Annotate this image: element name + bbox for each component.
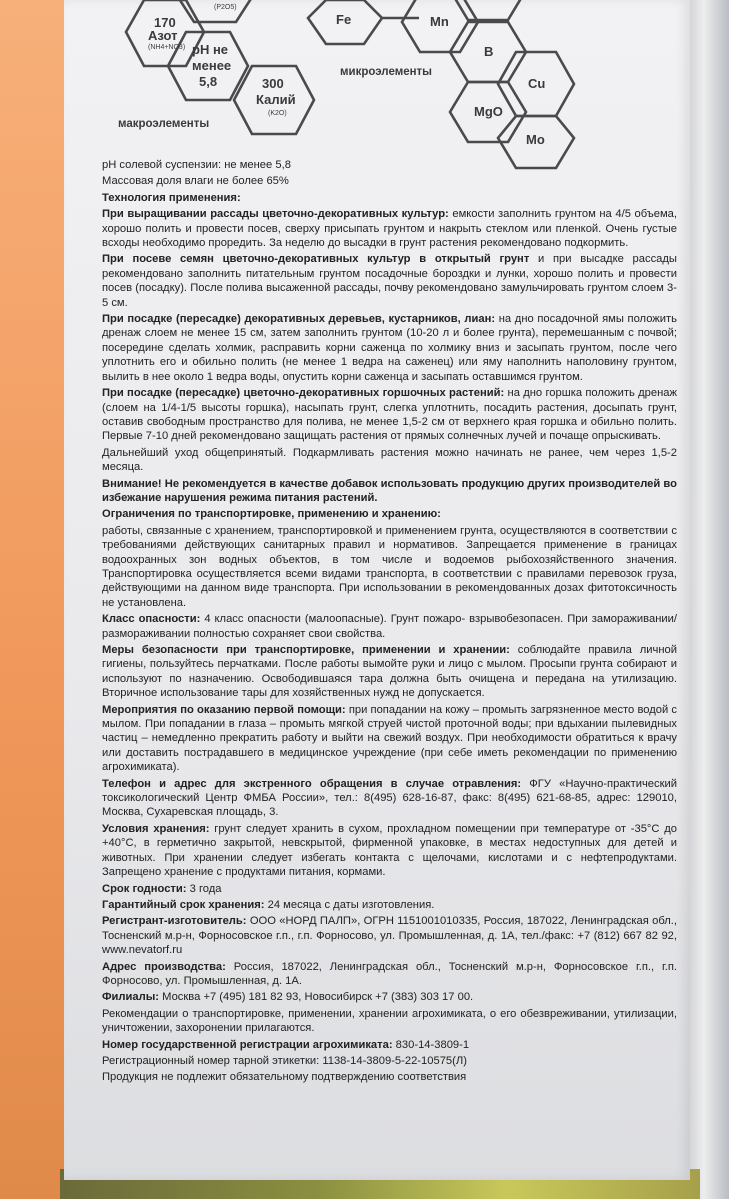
macro-caption: макроэлементы <box>118 118 210 130</box>
paragraph <box>102 191 677 205</box>
b-label: B <box>484 44 494 59</box>
paragraph <box>102 507 677 521</box>
paragraph-heading: Срок годности: <box>102 882 187 895</box>
paragraph-heading: Адрес производства: <box>102 960 226 973</box>
paragraph-text: 830-14-3809-1 <box>392 1038 470 1051</box>
paragraph-text: грунт следует хранить в сухом, прохладном помещении при температуре от -35°С до +40°С, в герметично закрытой, невскрытой, фирменной упаковке, в местах недоступных для детей и животных. При хранении следует избегать контакта с щелочами, кислотами и с нефтепродуктами. Запрещено хранение с продуктами питания, кормами. <box>102 822 677 879</box>
mo-label: Mo <box>526 132 545 147</box>
mn-label: Mn <box>430 14 449 29</box>
paragraph <box>102 703 677 775</box>
paragraph-text: Рекомендации о транспортировке, применении, хранении агрохимиката, о его обезвреживании, утилизации, уничтожении, захоронении прилагаются. <box>102 1007 677 1035</box>
paragraph <box>102 990 677 1004</box>
paragraph-text: 24 месяца с даты изготовления. <box>264 898 435 911</box>
paragraph <box>102 1070 677 1084</box>
paragraph-heading: При посеве семян цветочно-декоративных культур в открытый грунт <box>102 253 530 266</box>
paragraph-text: на дно посадочной ямы положить дренаж слоем не менее 15 см, затем заполнить грунтом (10-20 л и более грунта), перемешанным с почвой; посередине сделать холмик, расправить корни саженца по холмику вниз и засыпать грунтом, после чего уплотнить его и обильно полить (не менее 1 ведра на саженец) или яму наполнить наполовину грунтом, вылить в нее около 1 ведра воды, опустить корни саженца и засыпать оставшимся грунтом. <box>102 313 677 383</box>
paragraph <box>102 174 677 188</box>
paragraph-text: ООО «НОРД ПАЛП», ОГРН 1151001010335, Россия, 187022, Ленинградская обл., Тосненский м.р-н, Форносовское г.п., г.п. Форносово, ул. Промышленная, д. 1А, тел./факс: +7 (812) 667 82 92, www.nevatorf.ru <box>102 915 677 957</box>
paragraph-text: 4 класс опасности (малоопасные). Грунт пожаро- взрывобезопасен. При замораживании/размораживании полностью сохраняет свои свойства. <box>102 613 677 640</box>
nutrient-hexagon-diagram <box>64 0 690 170</box>
paragraph-text: и при высадке рассады рекомендовано заполнить питательным грунтом посадочные бороздки и лунки, хорошо полить и провести посев (посадку). После полива высаженной рассады, почву рекомендовано замульчировать грунтом слоем 3-5 см. <box>102 253 677 309</box>
paragraph-heading: Регистрант-изготовитель: <box>102 915 247 928</box>
paragraph <box>102 207 677 250</box>
paragraph-heading: Мероприятия по оказанию первой помощи: <box>102 703 346 716</box>
nitrogen-sub: (NH4+NO3) <box>148 44 186 51</box>
paragraph-heading: Технология применения: <box>102 191 241 204</box>
paragraph <box>102 898 677 912</box>
paragraph <box>102 524 677 610</box>
paragraph <box>102 1038 677 1052</box>
potassium-value: 300 <box>262 76 284 91</box>
paragraph <box>102 386 677 444</box>
paragraph <box>102 1054 677 1068</box>
micro-caption: микроэлементы <box>340 66 432 78</box>
paragraph <box>102 960 677 989</box>
paragraph-text: Продукция не подлежит обязательному подтверждению соответствия <box>102 1071 467 1084</box>
paragraph <box>102 158 677 172</box>
ph-line1: pH не <box>192 42 229 57</box>
fe-label: Fe <box>336 12 352 27</box>
background-foil <box>687 0 729 1199</box>
paragraph-heading: Телефон и адрес для экстренного обращения в случае отравления: <box>102 777 522 790</box>
cu-label: Cu <box>528 76 546 91</box>
paragraph-heading: При посадке (пересадке) декоративных деревьев, кустарников, лиан: <box>102 313 496 326</box>
paragraph <box>102 777 677 820</box>
nitrogen-value: 170 <box>154 15 176 30</box>
potassium-sub: (K2O) <box>268 110 287 117</box>
paragraph-heading: При посадке (пересадке) цветочно-декоративных горшочных растений: <box>102 387 505 400</box>
nitrogen-label: Азот <box>148 28 178 43</box>
paragraph <box>102 477 677 506</box>
potassium-label: Калий <box>256 92 296 107</box>
paragraph-text: Массовая доля влаги не более 65% <box>102 175 289 188</box>
paragraph <box>102 882 677 896</box>
mgo-label: MgO <box>474 104 503 119</box>
paragraph-text: соблюдайте правила личной гигиены, пользуйтесь перчатками. После работы вымойте руки и лицо с мылом. Просыпи грунта собирают и используют по назначению. Освободившаяся тара должна быть очищена и передана на утилизацию. Вторичное использование тары для хозяйственных нужд не допускается. <box>102 644 677 700</box>
paragraph-heading: Ограничения по транспортировке, применению и хранению: <box>102 508 441 521</box>
paragraph-text: работы, связанные с хранением, транспортировкой и применением грунта, осуществляются в соответствии с требованиями действующих санитарных правил и нормативов. Запрещается применение в границах водоохранных зон водных объектов, в том числе и водоемов рыбохозяйственного значения. Транспортировка осуществляется всеми видами транспорта, в соответствии с правилами перевозок груза, действующими на данном виде транспорта. При использовании в рекомендованных дозах фитотоксичность не установлена. <box>102 524 677 609</box>
paragraph-heading: Внимание! Не рекомендуется в качестве добавок использовать продукцию других производителей во избежание нарушения режима питания растений. <box>102 477 677 504</box>
ph-line2: менее <box>192 58 232 73</box>
paragraph-text: емкости заполнить грунтом на 4/5 объема, хорошо полить и провести посев, сверху присыпать грунтом и накрыть стеклом или пленкой. Очень густые всходы необходимо проредить. За неделю до высадки в грунт растения рекомендовано подкормить. <box>102 208 677 250</box>
paragraph <box>102 446 677 475</box>
paragraph-text: рН солевой суспензии: не менее 5,8 <box>102 159 291 171</box>
instructions-text <box>102 158 677 1087</box>
paragraph <box>102 914 677 957</box>
paragraph-heading: Класс опасности: <box>102 613 201 626</box>
hex-top-right <box>450 0 526 20</box>
paragraph <box>102 822 677 880</box>
paragraph-heading: При выращивании рассады цветочно-декоративных культур: <box>102 208 449 221</box>
paragraph-heading: Гарантийный срок хранения: <box>102 898 265 911</box>
paragraph-heading: Филиалы: <box>102 991 160 1004</box>
label-sheet <box>64 0 690 1180</box>
phosphorus-sub: (P2O5) <box>214 4 237 11</box>
paragraph-text: Москва +7 (495) 181 82 93, Новосибирск +7 (383) 303 17 00. <box>159 991 474 1004</box>
paragraph-heading: Номер государственной регистрации агрохимиката: <box>102 1038 393 1051</box>
ph-line3: 5,8 <box>199 74 218 89</box>
paragraph-text: на дно горшка положить дренаж (слоем на 1/4-1/5 высоты горшка), насыпать грунт, слегка уплотнить, посадить растения, досыпать грунт, оставив свободным пространство для полива, не менее 1,5-2 см от верхнего края горшка и обильно полить. Первые 7-10 дней рекомендовано защищать растения от прямых солнечных лучей и почаще опрыскивать. <box>102 387 678 443</box>
paragraph <box>102 252 677 310</box>
paragraph-heading: Меры безопасности при транспортировке, применении и хранении: <box>102 644 510 656</box>
background-orange <box>0 0 70 1199</box>
paragraph-text: при попадании на кожу – промыть загрязненное место водой с мылом. При попадании в глаза – промыть мягкой струей чистой проточной воды; при вдыхании пылевидных частиц – немедленно прекратить работу и выйти на свежий воздух. При необходимости обратиться к врачу или доставить пострадавшего в медицинское учреждение (при себе иметь рекомендации по применению агрохимиката). <box>102 703 677 774</box>
paragraph <box>102 1007 677 1036</box>
paragraph <box>102 643 677 701</box>
paragraph-text: ФГУ «Научно-практический токсикологический Центр ФМБА России», тел.: 8(495) 628-16-87, факс: 8(495) 621-68-85, адрес: 129010, Москва, Сухаревская площадь, 3. <box>102 777 677 819</box>
paragraph-text: Регистрационный номер тарной этикетки: 1138-14-3809-5-22-10575(Л) <box>102 1054 467 1067</box>
paragraph <box>102 612 677 641</box>
paragraph <box>102 312 677 384</box>
paragraph-text: Россия, 187022, Ленинградская обл., Тосненский м.р-н, Форносовское г.п., г.п. Форносово, ул. Промышленная, д. 1А. <box>102 960 677 987</box>
paragraph-text: 3 года <box>186 882 222 895</box>
paragraph-heading: Условия хранения: <box>102 822 210 835</box>
paragraph-text: Дальнейший уход общепринятый. Подкармливать растения можно начинать не ранее, чем через 1,5-2 месяца. <box>102 446 677 474</box>
